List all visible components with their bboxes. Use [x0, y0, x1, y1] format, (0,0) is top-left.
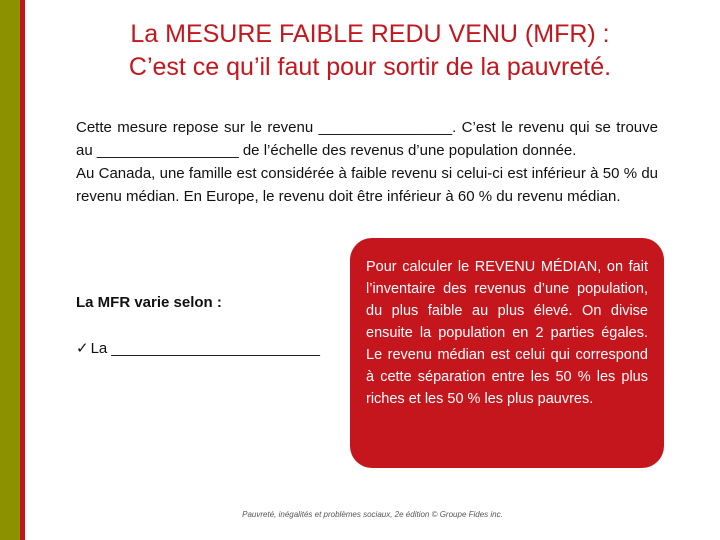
paragraph-thresholds: Au Canada, une famille est considérée à faible revenu si celui-ci est inférieur à 50 % du revenu médian. En Europe, le revenu doit être inférieur à 60 % du revenu médian. — [76, 165, 658, 205]
callout-text: Pour calculer le REVENU MÉDIAN, on fait l’inventaire des revenus d’une population, du plus faible au plus élevé. On divise ensuite la population en 2 parties égales. Le revenu médian est celui qui correspond à cette séparation entre les 50 % les plus riches et les 50 % les plus pauvres. — [366, 259, 648, 407]
title-line-1: La MESURE FAIBLE REDU VENU (MFR) : — [130, 20, 610, 48]
check-item — [76, 339, 320, 357]
median-callout-box — [350, 238, 664, 468]
left-red-bar — [20, 0, 25, 540]
title-line-2: C’est ce qu’il faut pour sortir de la pauvreté. — [128, 53, 612, 81]
mfr-varies-label: La MFR varie selon : — [76, 294, 222, 311]
footer-credit: Pauvreté, inégalités et problèmes sociaux, 2e édition © Groupe Fides inc. — [242, 510, 503, 519]
body-text — [76, 116, 658, 208]
check-icon: ✓ — [76, 340, 89, 357]
slide-title — [40, 18, 700, 84]
check-item-text: La _________________________ — [90, 340, 320, 357]
paragraph-definition: Cette mesure repose sur le revenu ________________. C’est le revenu qui se trouve au _________________ de l’échelle des revenus d’une population donnée. — [76, 119, 658, 159]
left-olive-bar — [0, 0, 20, 540]
